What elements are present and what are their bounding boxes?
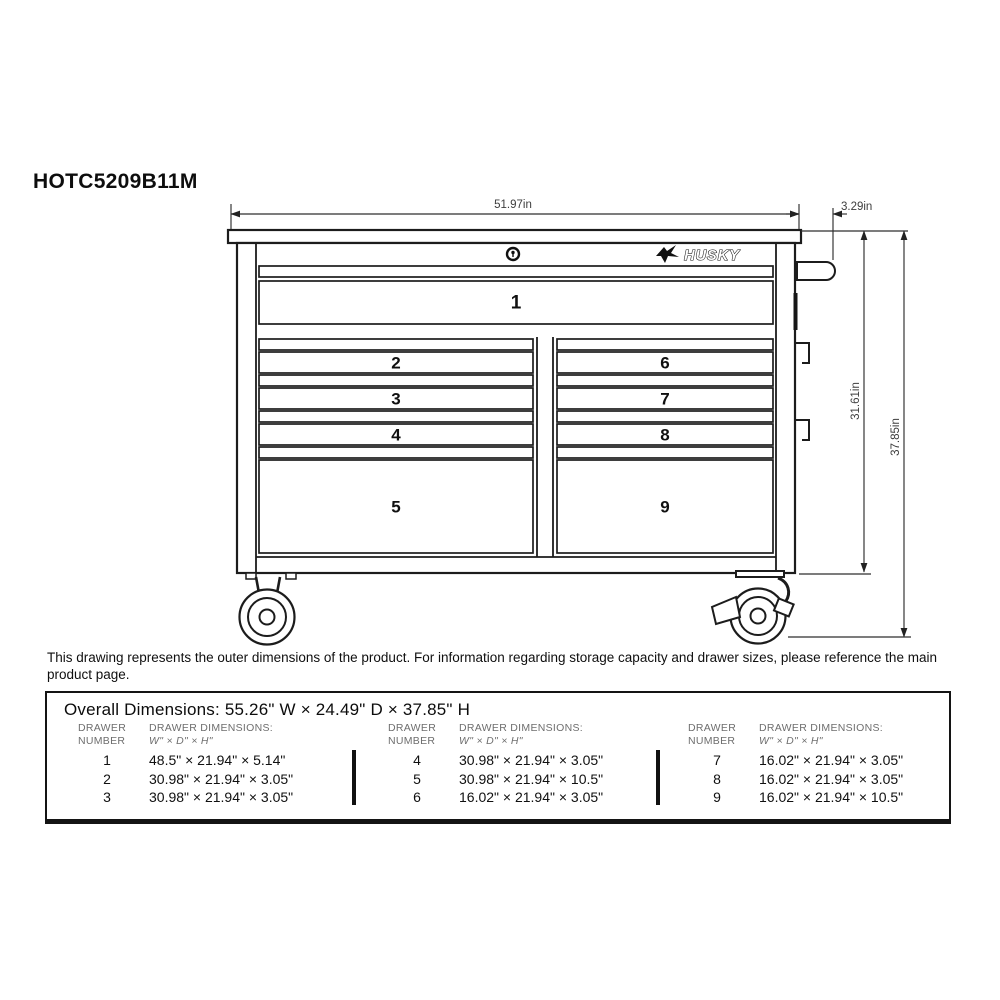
drawer-1-label: 1 — [510, 292, 522, 314]
model-number-title: HOTC5209B11M — [33, 170, 198, 193]
col-header-number: NUMBER — [688, 734, 736, 747]
drawer-dims-group-1 — [73, 722, 375, 807]
drawer-3-label: 3 — [391, 389, 401, 409]
outer-dimensions-note: This drawing represents the outer dimensions of the product. For information regarding storage capacity and drawer sizes, please reference the main product page. — [47, 650, 937, 682]
col-header-number: NUMBER — [388, 734, 436, 747]
drawer-dimensions-body — [47, 722, 949, 818]
group-divider — [656, 750, 660, 805]
lock-icon — [507, 248, 519, 260]
col-header-wdh: W" × D" × H" — [149, 734, 213, 747]
caster-left-icon — [240, 573, 297, 645]
col-header-drawer: DRAWER — [688, 722, 737, 734]
handle-depth-dimension-label: 3.29in — [841, 201, 873, 213]
col-header-drawer: DRAWER — [78, 722, 127, 734]
table-row: 6 16.02" × 21.94" × 3.05" — [413, 789, 604, 805]
body-height-dimension-label: 31.61in — [850, 382, 862, 420]
drawer-9-label: 9 — [660, 497, 670, 517]
drawer-8-label: 8 — [660, 425, 670, 445]
side-handle-icon — [797, 262, 835, 280]
drawer-7-label: 7 — [660, 389, 670, 409]
dimensions-table — [45, 691, 951, 824]
caster-right-brake-icon — [712, 571, 794, 644]
overall-dimensions: Overall Dimensions: 55.26" W × 24.49" D × 37.85" H — [64, 700, 471, 719]
husky-logo-text: HUSKY — [684, 248, 740, 264]
drawer-5-label: 5 — [391, 497, 401, 517]
col-header-wdh: W" × D" × H" — [759, 734, 823, 747]
drawer-6-label: 6 — [660, 353, 670, 373]
total-height-dimension-label: 37.85in — [890, 418, 902, 456]
table-row: 9 16.02" × 21.94" × 10.5" — [713, 789, 904, 805]
drawer-dims-group-2 — [383, 722, 685, 807]
width-dimension-label: 51.97in — [494, 199, 532, 211]
drawer-dims-group-3 — [683, 722, 985, 807]
table-row: 3 30.98" × 21.94" × 3.05" — [103, 789, 294, 805]
col-header-dimensions: DRAWER DIMENSIONS: — [149, 722, 274, 734]
col-header-dimensions: DRAWER DIMENSIONS: — [459, 722, 584, 734]
col-header-dimensions: DRAWER DIMENSIONS: — [759, 722, 884, 734]
drawer-4-label: 4 — [391, 425, 401, 445]
table-row: 5 30.98" × 21.94" × 10.5" — [413, 770, 604, 787]
col-header-wdh: W" × D" × H" — [459, 734, 523, 747]
table-row: 2 30.98" × 21.94" × 3.05" — [103, 770, 294, 787]
table-row: 7 16.02" × 21.94" × 3.05" — [713, 752, 904, 768]
table-row: 1 48.5" × 21.94" × 5.14" — [103, 752, 286, 768]
table-row: 4 30.98" × 21.94" × 3.05" — [413, 752, 604, 768]
table-row: 8 16.02" × 21.94" × 3.05" — [713, 770, 904, 787]
col-header-drawer: DRAWER — [388, 722, 437, 734]
group-divider — [352, 750, 356, 805]
drawer-2-label: 2 — [391, 353, 401, 373]
col-header-number: NUMBER — [78, 734, 126, 747]
